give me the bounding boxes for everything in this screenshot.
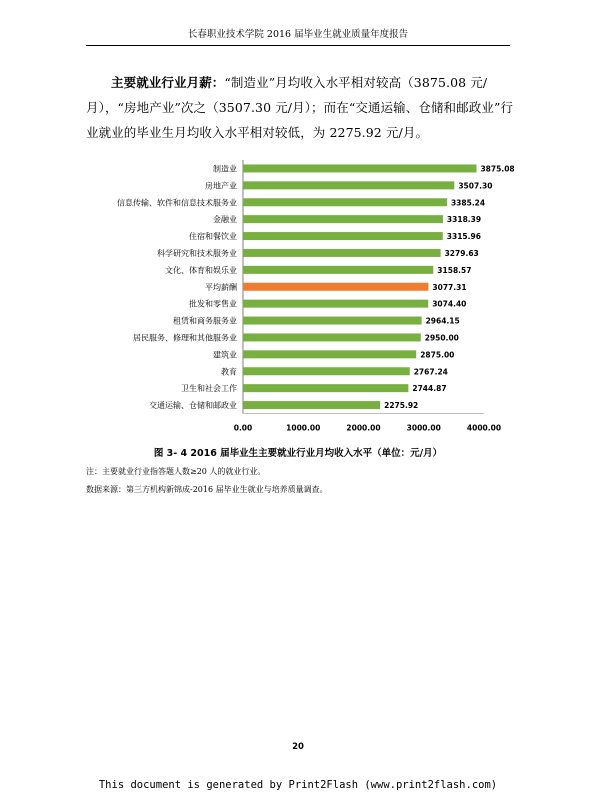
value-label: 3318.39 xyxy=(446,215,482,225)
x-tick-label: 1000.00 xyxy=(286,423,321,433)
chart-bar xyxy=(243,249,441,257)
chart-bar xyxy=(243,215,443,223)
value-label: 2950.00 xyxy=(424,333,459,343)
chart-bar xyxy=(243,232,443,240)
category-label: 住宿和餐饮业 xyxy=(189,232,237,242)
value-label: 3315.96 xyxy=(446,232,481,242)
chart-bar xyxy=(243,300,428,308)
category-label: 卫生和社会工作 xyxy=(181,384,237,394)
data-source-note: 数据来源：第三方机构新锦成-2016 届毕业生就业与培养质量调查。 xyxy=(86,485,328,494)
value-label: 2767.24 xyxy=(413,367,448,377)
x-tick-label: 3000.00 xyxy=(406,423,441,433)
chart-bar xyxy=(243,181,454,189)
chart-bar xyxy=(243,333,421,341)
category-label: 文化、体育和娱乐业 xyxy=(165,265,237,275)
chart-bar xyxy=(243,164,476,172)
value-label: 2275.92 xyxy=(384,401,419,411)
category-label: 金融业 xyxy=(213,215,237,225)
x-tick-label: 0.00 xyxy=(233,423,253,433)
value-label: 2744.87 xyxy=(412,384,447,394)
chart-bar xyxy=(243,350,416,358)
category-label: 建筑业 xyxy=(213,350,237,360)
chart-bar xyxy=(243,198,447,206)
category-label: 交通运输、仓储和邮政业 xyxy=(149,401,237,411)
category-label: 信息传输、软件和信息技术服务业 xyxy=(117,198,237,208)
value-label: 3385.24 xyxy=(450,198,486,208)
category-label: 制造业 xyxy=(213,164,237,174)
category-label: 租赁和商务服务业 xyxy=(173,316,237,326)
paragraph-text: “制造业”月均收入水平相对较高（3875.08 元/月），“房地产业”次之（3507.30 元/月）；而在“交通运输、仓储和邮政业”行业就业的毕业生月均收入水平相对较低，为 2275.92 元/月。 xyxy=(86,75,514,140)
chart-bar xyxy=(243,283,428,291)
value-label: 3074.40 xyxy=(432,299,467,309)
category-label: 教育 xyxy=(221,367,237,377)
category-label: 科学研究和技术服务业 xyxy=(157,248,237,258)
category-label: 居民服务、修理和其他服务业 xyxy=(133,333,237,343)
category-label: 平均薪酬 xyxy=(205,282,237,292)
chart-bar xyxy=(243,384,408,392)
x-tick-label: 2000.00 xyxy=(346,423,381,433)
chart-bar xyxy=(243,317,422,325)
figure-caption: 图 3- 4 2016 届毕业生主要就业行业月均收入水平（单位：元/月） xyxy=(153,448,443,459)
chart-bar xyxy=(243,367,410,375)
paragraph-lead: 主要就业行业月薪： xyxy=(111,75,225,90)
page-number: 20 xyxy=(292,742,304,752)
chart-bar xyxy=(243,266,433,274)
chart-bar xyxy=(243,401,380,409)
value-label: 3158.57 xyxy=(437,265,472,275)
value-label: 2964.15 xyxy=(425,316,460,326)
category-label: 批发和零售业 xyxy=(189,299,237,309)
figure-note: 注：主要就业行业指答题人数≥20 人的就业行业。 xyxy=(86,467,266,476)
value-label: 3279.63 xyxy=(444,248,479,258)
category-label: 房地产业 xyxy=(205,181,237,191)
value-label: 2875.00 xyxy=(420,350,455,360)
value-label: 3507.30 xyxy=(458,181,493,191)
page-header: 长春职业技术学院 2016 届毕业生就业质量年度报告 xyxy=(187,29,409,40)
generator-footer: This document is generated by Print2Flash (www.print2flash.com) xyxy=(98,779,498,791)
value-label: 3077.31 xyxy=(432,282,467,292)
value-label: 3875.08 xyxy=(480,164,515,174)
x-tick-label: 4000.00 xyxy=(466,423,502,433)
